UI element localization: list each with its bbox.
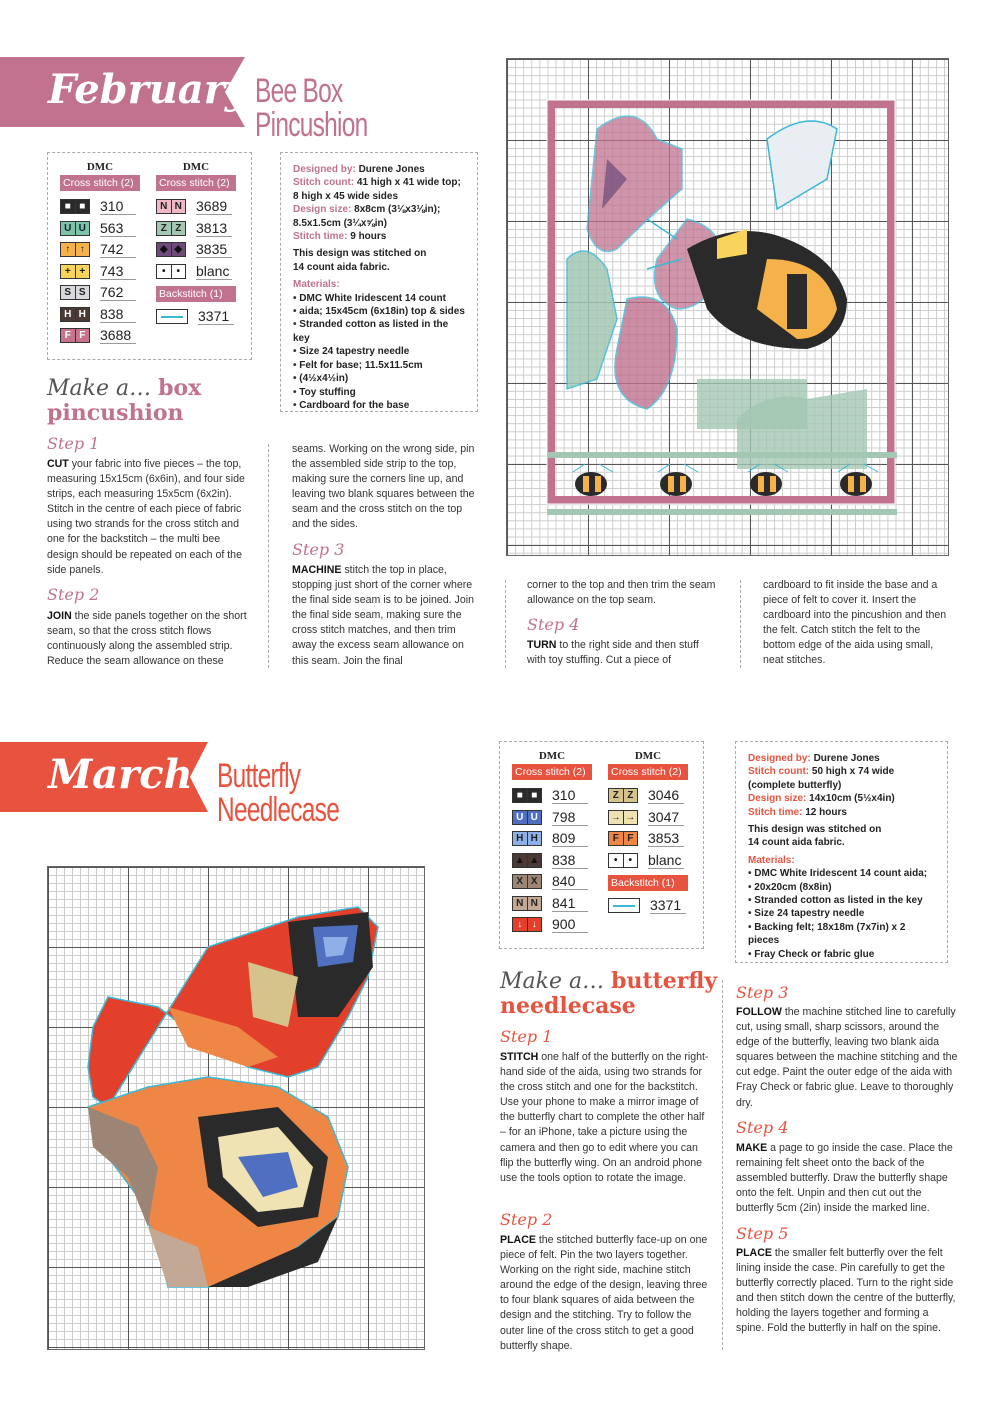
material-item: • (4½x4½in) xyxy=(293,372,465,385)
feb-step1-heading: Step 1 xyxy=(47,434,100,453)
february-key xyxy=(47,152,252,360)
material-item: • Toy stuffing xyxy=(293,386,465,399)
key-row xyxy=(60,325,140,347)
symbol-swatch xyxy=(608,788,638,803)
mar-step3-body: FOLLOW the machine stitched line to carefully cut, using small, sharp scissors, around the edge of the butterfly, leaving two blank aida squares between the machine stitching and the cut edge. Paint the outer edge of the aida with Fray Check or fabric glue. Leave to thoroughly dry. xyxy=(736,1006,958,1109)
material-item: • Size 24 tapestry needle xyxy=(748,907,935,920)
symbol-glyph: S xyxy=(61,286,76,299)
symbol-swatch xyxy=(156,221,186,236)
thread-number: 840 xyxy=(552,873,588,890)
designer: Durene Jones xyxy=(358,164,425,175)
symbol-swatch xyxy=(608,831,638,846)
symbol-swatch xyxy=(156,242,186,257)
symbol-glyph: ▲ xyxy=(513,854,528,867)
make-a-text: Make a… xyxy=(500,969,605,994)
key-row xyxy=(156,239,236,261)
material-item: • aida; 15x45cm (6x18in) top & sides xyxy=(293,305,465,318)
feb-col3-body: corner to the top and then trim the seam allowance on the top seam. xyxy=(527,579,716,607)
fabric-line-2: 14 count aida fabric. xyxy=(293,261,390,273)
symbol-glyph: U xyxy=(61,222,76,235)
dmc-label: DMC xyxy=(538,750,566,762)
key-row xyxy=(512,785,592,807)
stitch-count: 50 high x 74 wide xyxy=(811,766,895,778)
key-row xyxy=(512,807,592,829)
butterfly-chart xyxy=(47,866,425,1350)
backstitch-swatch xyxy=(608,898,640,913)
symbol-glyph: ▲ xyxy=(529,854,540,866)
february-key-left xyxy=(60,161,140,347)
symbol-glyph: ■ xyxy=(513,789,528,802)
symbol-glyph: + xyxy=(76,265,90,278)
mar-step5-heading: Step 5 xyxy=(736,1224,789,1243)
thread-number: 3046 xyxy=(648,787,684,804)
material-item: • Felt for base; 11.5x11.5cm xyxy=(293,359,465,372)
dmc-label: DMC xyxy=(86,161,114,173)
symbol-glyph: • xyxy=(172,265,186,278)
designed-label: Designed by: xyxy=(293,164,356,175)
mar-step4-body: MAKE a page to go inside the case. Place the remaining felt sheet onto the back of the assembled butterfly. Draw the butterfly shape onto the felt. Unpin and then cut out the butterfly 5cm (2in) inside the marked line. xyxy=(736,1142,953,1215)
symbol-glyph: S xyxy=(76,286,90,299)
symbol-glyph: F xyxy=(61,329,76,342)
count-label: Stitch count: xyxy=(748,766,810,778)
fabric-line: This design was stitched on xyxy=(293,248,427,260)
mar-step4-heading: Step 4 xyxy=(736,1118,789,1137)
count-label: Stitch count: xyxy=(293,177,355,189)
bee-chart-art xyxy=(507,59,950,557)
symbol-glyph: • xyxy=(609,854,624,867)
symbol-glyph: Z xyxy=(609,789,624,802)
mar-step2-heading: Step 2 xyxy=(500,1210,553,1229)
thread-number: 3689 xyxy=(196,198,232,215)
symbol-swatch xyxy=(60,221,90,236)
symbol-glyph: N xyxy=(172,200,186,213)
symbol-glyph: ■ xyxy=(76,200,90,213)
mar-step3-heading: Step 3 xyxy=(736,983,789,1002)
symbol-glyph: → xyxy=(625,811,636,823)
thread-number: 762 xyxy=(100,284,136,301)
symbol-glyph: → xyxy=(609,811,624,824)
material-item: • Fray Check or fabric glue xyxy=(748,948,935,961)
symbol-glyph: Z xyxy=(624,789,638,802)
key-row xyxy=(608,807,688,829)
symbol-swatch xyxy=(156,264,186,279)
thread-number: 310 xyxy=(100,198,136,215)
thread-number: 798 xyxy=(552,809,588,826)
symbol-glyph: H xyxy=(528,832,542,845)
stitch-time: 12 hours xyxy=(805,806,847,818)
symbol-swatch xyxy=(60,328,90,343)
symbol-glyph: ↓ xyxy=(528,918,542,931)
symbol-glyph: ↓ xyxy=(513,918,528,931)
thread-number: 900 xyxy=(552,916,588,933)
symbol-glyph: F xyxy=(624,832,638,845)
designer: Durene Jones xyxy=(813,753,880,764)
symbol-glyph: ◆ xyxy=(157,243,172,256)
march-key xyxy=(499,741,704,949)
symbol-swatch xyxy=(512,788,542,803)
material-item: • Cardboard for the base xyxy=(293,399,465,412)
february-title: Bee Box Pincushion xyxy=(255,72,368,144)
symbol-swatch xyxy=(512,874,542,889)
thread-number: 838 xyxy=(552,852,588,869)
divider xyxy=(268,444,269,668)
symbol-glyph: ■ xyxy=(61,200,76,213)
symbol-swatch xyxy=(512,917,542,932)
size-label: Design size: xyxy=(293,204,352,216)
design-size-2: 8.5x1.5cm (3¼x⅝in) xyxy=(293,217,387,229)
symbol-glyph: • xyxy=(157,265,172,278)
thread-number: 3688 xyxy=(100,327,136,344)
feb-step4-heading: Step 4 xyxy=(527,615,580,634)
time-label: Stitch time: xyxy=(293,231,348,243)
symbol-swatch xyxy=(60,264,90,279)
key-row xyxy=(156,218,236,240)
key-row xyxy=(156,261,236,283)
backstitch-row xyxy=(156,306,236,328)
symbol-glyph: U xyxy=(528,811,542,824)
march-make-heading xyxy=(500,969,730,1019)
february-month: February xyxy=(48,66,249,113)
feb-step3-body: MACHINE stitch the top in place, stopping just short of the corner where the final side seam is to be joined. Join the final side seam, making sure the cross stitch matches, and then trim away the excess seam allowance on this seam. Join the final xyxy=(292,564,474,667)
materials-label: Materials: xyxy=(748,854,795,866)
fabric-line: This design was stitched on xyxy=(748,824,882,836)
divider xyxy=(722,980,723,1350)
symbol-swatch xyxy=(156,199,186,214)
key-row xyxy=(512,871,592,893)
backstitch-number: 3371 xyxy=(198,308,234,325)
key-row xyxy=(608,850,688,872)
thread-number: 3813 xyxy=(196,220,232,237)
symbol-glyph: ■ xyxy=(528,789,542,802)
thread-number: 3853 xyxy=(648,830,684,847)
symbol-glyph: H xyxy=(513,832,528,845)
symbol-glyph: U xyxy=(76,222,90,235)
backstitch-chip: Backstitch (1) xyxy=(608,875,688,891)
symbol-glyph: F xyxy=(609,832,624,845)
butterfly-chart-art xyxy=(48,867,426,1351)
cross-stitch-chip: Cross stitch (2) xyxy=(60,175,140,191)
symbol-glyph: ◆ xyxy=(172,243,186,256)
key-row xyxy=(156,196,236,218)
key-row xyxy=(512,914,592,936)
march-title-wrap xyxy=(217,759,497,829)
make-bold-2: pincushion xyxy=(47,400,184,426)
symbol-swatch xyxy=(60,242,90,257)
mar-step1-body: STITCH one half of the butterfly on the right-hand side of the aida, using two strands for the cross stitch and one for the backstitch. Use your phone to make a mirror image of the butterfly chart to complete the other half – for an iPhone, take a picture using the camera and then go to edit where you can flip the butterfly wing. On an android phone use the tools option to rotate the image. xyxy=(500,1051,709,1184)
cross-stitch-chip: Cross stitch (2) xyxy=(156,175,236,191)
march-banner xyxy=(0,742,208,812)
february-make-heading xyxy=(47,376,267,426)
thread-number: 310 xyxy=(552,787,588,804)
feb-step3-heading: Step 3 xyxy=(292,540,345,559)
symbol-glyph: ↑ xyxy=(61,243,76,256)
thread-number: 3835 xyxy=(196,241,232,258)
march-key-left xyxy=(512,750,592,936)
symbol-glyph: U xyxy=(513,811,528,824)
materials-list xyxy=(293,292,465,413)
material-item: • DMC White Iridescent 14 count xyxy=(293,292,465,305)
mar-step1-heading: Step 1 xyxy=(500,1027,553,1046)
thread-number: 743 xyxy=(100,263,136,280)
symbol-swatch xyxy=(512,853,542,868)
feb-step2-heading: Step 2 xyxy=(47,585,100,604)
feb-col4-body: cardboard to fit inside the base and a piece of felt to cover it. Insert the cardboard into the pincushion and then the felt. Catch stitch the felt to the bottom edge of the aida using small, neat stitches. xyxy=(763,579,947,667)
fabric-line-2: 14 count aida fabric. xyxy=(748,837,845,849)
symbol-glyph: X xyxy=(528,875,542,888)
divider xyxy=(505,580,506,668)
symbol-swatch xyxy=(608,810,638,825)
backstitch-swatch xyxy=(156,309,188,324)
material-item: • Stranded cotton as listed in the key xyxy=(293,318,465,345)
symbol-glyph: Z xyxy=(172,222,186,235)
key-row xyxy=(608,828,688,850)
feb-step4-body: TURN to the right side and then stuff with toy stuffing. Cut a piece of xyxy=(527,639,699,667)
key-row xyxy=(512,828,592,850)
thread-number: 3047 xyxy=(648,809,684,826)
symbol-glyph: ↑ xyxy=(76,243,90,256)
divider xyxy=(740,580,741,668)
thread-number: 563 xyxy=(100,220,136,237)
key-row xyxy=(608,785,688,807)
cross-stitch-chip: Cross stitch (2) xyxy=(512,764,592,780)
dmc-label: DMC xyxy=(634,750,662,762)
symbol-swatch xyxy=(608,853,638,868)
key-row xyxy=(60,239,140,261)
key-row xyxy=(512,850,592,872)
make-a-text: Make a… xyxy=(47,376,152,401)
material-item: • 20x20cm (8x8in) xyxy=(748,881,935,894)
symbol-glyph: N xyxy=(513,897,528,910)
thread-number: 838 xyxy=(100,306,136,323)
dmc-label: DMC xyxy=(182,161,210,173)
materials-list xyxy=(748,867,935,961)
design-size: 14x10cm (5½x4in) xyxy=(809,793,895,805)
feb-step2-body: JOIN the side panels together on the short seam, so that the cross stitch flows continuously along the assembled strip. Reduce the seam allowance on these xyxy=(47,610,247,668)
thread-number: 841 xyxy=(552,895,588,912)
key-row xyxy=(60,304,140,326)
stitch-time: 9 hours xyxy=(350,231,387,243)
symbol-glyph: N xyxy=(157,200,172,213)
thread-number: 809 xyxy=(552,830,588,847)
symbol-swatch xyxy=(60,285,90,300)
symbol-glyph: + xyxy=(61,265,76,278)
bee-chart xyxy=(506,58,949,556)
material-item: • DMC White Iridescent 14 count aida; xyxy=(748,867,935,880)
designed-label: Designed by: xyxy=(748,753,811,764)
materials-label: Materials: xyxy=(293,279,340,291)
material-item: • Backing felt; 18x18m (7x7in) x 2 pieces xyxy=(748,921,935,948)
key-row xyxy=(60,196,140,218)
symbol-glyph: • xyxy=(624,854,638,867)
symbol-glyph: H xyxy=(76,308,90,321)
size-label: Design size: xyxy=(748,793,807,805)
time-label: Stitch time: xyxy=(748,806,803,818)
feb-col2-body: seams. Working on the wrong side, pin the assembled side strip to the top, making sure the corners line up, and leaving two blank squares between the seam and the cross stitch on the top and the sides. xyxy=(292,443,475,531)
stitch-count: 41 high x 41 wide top; xyxy=(356,177,461,189)
key-row xyxy=(60,261,140,283)
design-size: 8x8cm (3⅛x3⅛in); xyxy=(354,204,441,216)
mar-step2-body: PLACE the stitched butterfly face-up on one piece of felt. Pin the two layers together. Working on the right side, machine stitch around the edge of the design, leaving three to four blank squares of aida between the design and the stitching. Try to follow the outer line of the cross stitch to get a good butterfly shape. xyxy=(500,1234,708,1352)
make-bold-2: needlecase xyxy=(500,993,636,1019)
symbol-glyph: X xyxy=(513,875,528,888)
symbol-glyph: F xyxy=(76,329,90,342)
key-row xyxy=(512,893,592,915)
february-key-right xyxy=(156,161,236,328)
stitch-count-2: (complete butterfly) xyxy=(748,779,842,791)
symbol-swatch xyxy=(512,831,542,846)
march-info xyxy=(735,741,948,963)
thread-number: blanc xyxy=(196,263,232,280)
stitch-count-2: 8 high x 45 wide sides xyxy=(293,190,399,202)
key-row xyxy=(60,282,140,304)
symbol-swatch xyxy=(60,307,90,322)
symbol-swatch xyxy=(512,896,542,911)
backstitch-chip: Backstitch (1) xyxy=(156,286,236,302)
cross-stitch-chip: Cross stitch (2) xyxy=(608,764,688,780)
february-banner xyxy=(0,57,249,127)
feb-step1-body: CUT your fabric into five pieces – the top, measuring 15x15cm (6x6in), and four side strips, each measuring 15x5cm (6x2in). Stitch in the centre of each piece of fabric using two strands for the cross stitch and one for the backstitch – the multi bee design should be repeated on each of the side panels. xyxy=(47,458,245,576)
symbol-swatch xyxy=(512,810,542,825)
mar-step5-body: PLACE the smaller felt butterfly over the felt lining inside the case. Pin carefully to get the butterfly correctly placed. Turn to the right side and then stitch down the centre of the butterfly, holding the layers together and forming a spine. Fold the butterfly in half on the spine. xyxy=(736,1247,956,1335)
make-bold: box xyxy=(158,375,202,401)
make-bold: butterfly xyxy=(611,968,718,994)
march-month: March xyxy=(48,751,193,798)
symbol-glyph: Z xyxy=(157,222,172,235)
material-item: • Size 24 tapestry needle xyxy=(293,345,465,358)
symbol-glyph: N xyxy=(528,897,542,910)
february-info xyxy=(280,152,478,412)
backstitch-number: 3371 xyxy=(650,897,686,914)
thread-number: blanc xyxy=(648,852,684,869)
february-title-wrap xyxy=(255,74,515,144)
key-row xyxy=(60,218,140,240)
material-item: • Stranded cotton as listed in the key xyxy=(748,894,935,907)
symbol-swatch xyxy=(60,199,90,214)
march-key-right xyxy=(608,750,688,917)
backstitch-row xyxy=(608,895,688,917)
march-title: Butterfly Needlecase xyxy=(217,757,340,829)
symbol-glyph: H xyxy=(61,308,76,321)
thread-number: 742 xyxy=(100,241,136,258)
